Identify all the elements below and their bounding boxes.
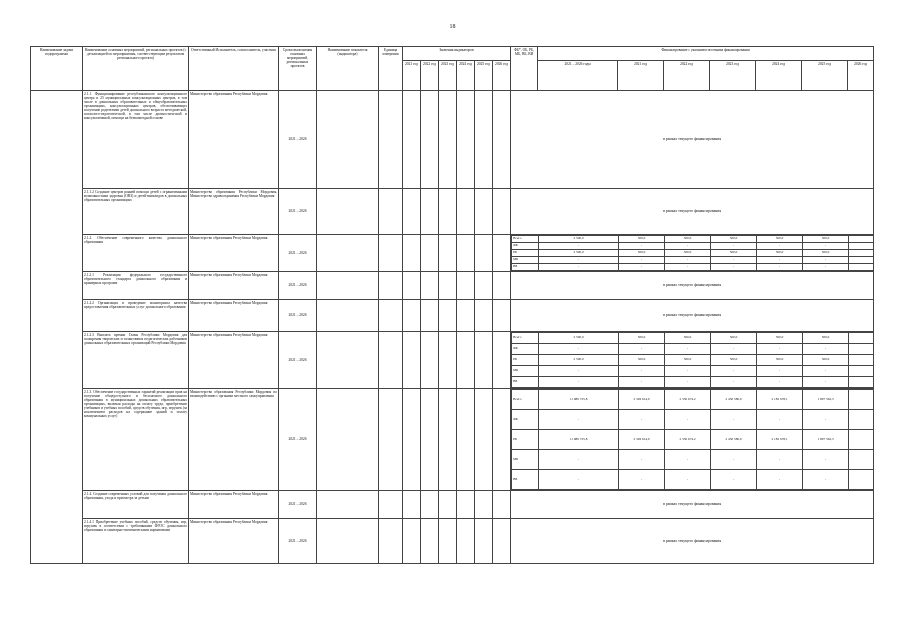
- header-value-year: 2022 год: [421, 61, 439, 91]
- value-cell: [403, 91, 421, 189]
- header-value-year: 2025 год: [475, 61, 493, 91]
- event-cell: 2.1.2. Обеспечение современного качества дошкольного образования: [83, 235, 189, 272]
- header-period: Сроки выполнения основных мероприятий, региональных проектов: [279, 47, 317, 91]
- finance-table: [511, 389, 874, 490]
- finance-note: в рамках текущего финансирования: [511, 272, 874, 300]
- value-cell: [475, 91, 493, 189]
- header-finance-year: 2021 год: [618, 61, 664, 91]
- responsible-cell: Министерство образования Республики Мордовия по взаимодействию с органами местного самоуправления: [189, 389, 279, 491]
- event-cell: 2.1.2.1 Реализация федерального государственного образовательного стандарта дошкольного образования и примерных программ: [83, 272, 189, 300]
- header-value-year: 2024 год: [457, 61, 475, 91]
- header-finance-year: 2026 год: [848, 61, 874, 91]
- page-number: 18: [449, 24, 456, 30]
- responsible-cell: Министерство образования Республики Мордовия: [189, 491, 279, 519]
- finance-row: ФБ - - - - - -: [512, 243, 874, 250]
- responsible-cell: Министерство образования Республики Мордовия: [189, 332, 279, 389]
- finance-row: Всего 2 500,0 500,0 500,0 500,0 500,0 500,0: [512, 333, 874, 344]
- header-indicator: Наименование показателя (индикатора): [317, 47, 379, 91]
- header-finance-year: 2023 год: [710, 61, 756, 91]
- finance-table-cell: [511, 332, 874, 389]
- event-cell: 2.1.4.1 Приобретение учебных пособий, средств обучения, игр, игрушек в соответствии с требованиями ФГОС дошкольного образования и санитарно-гигиеническими нормативами: [83, 519, 189, 564]
- finance-note: в рамках текущего финансирования: [511, 491, 874, 519]
- finance-row: ФБ - - - - - -: [512, 410, 874, 430]
- responsible-cell: Министерство образования Республики Мордовия: [189, 272, 279, 300]
- responsible-cell: Министерство образования Республики Мордовия: [189, 519, 279, 564]
- finance-row: ВБ - - - - - -: [512, 470, 874, 490]
- period-cell: 2021 – 2026: [279, 491, 317, 519]
- finance-row: ВБ - - - - - -: [512, 264, 874, 271]
- header-finance-group: Финансирование с указанием источника финансирования: [538, 47, 874, 61]
- finance-note: в рамках текущего финансирования: [511, 519, 874, 564]
- finance-row: Всего 11 680 725,8 2 349 614,0 2 330 674,2 2 430 580,9 2 182 978,1 1 897 592,3: [512, 390, 874, 410]
- finance-note: в рамках текущего финансирования: [511, 300, 874, 332]
- indicator-cell: [317, 91, 379, 189]
- finance-note: в рамках текущего финансирования: [511, 91, 874, 189]
- header-responsible: Ответственный Исполнитель, соисполнитель, участник: [189, 47, 279, 91]
- header-event: Наименование основных мероприятий, региональных проектов (с детализацией по мероприятиям, соответствующим результатам регионального проекта): [83, 47, 189, 91]
- finance-table: [511, 235, 874, 271]
- header-value-year: 2021 год: [403, 61, 421, 91]
- event-cell: 2.1.3. Обеспечение государственных гарантий реализации прав на получение общедоступного и бесплатного дошкольного образования в муниципальных дошкольных образовательных организациях, включая расходы на оплату труда, приобретение учебников и учебных пособий, средств обучения, игр, игрушек (за исключением расходов на содержание зданий и оплату коммунальных услуг): [83, 389, 189, 491]
- period-cell: 2021 – 2026: [279, 272, 317, 300]
- period-cell: 2021 – 2026: [279, 519, 317, 564]
- event-cell: 2.1.2.2 Организация и проведение мониторинга качества предоставления образовательных услуг дошкольного образования: [83, 300, 189, 332]
- finance-row: РБ 11 680 725,8 2 349 614,0 2 330 674,2 2 430 580,9 2 182 978,1 1 897 592,3: [512, 430, 874, 450]
- period-cell: 2021 – 2026: [279, 91, 317, 189]
- header-finance-year: 2022 год: [664, 61, 710, 91]
- value-cell: [493, 91, 511, 189]
- finance-table-cell: [511, 235, 874, 272]
- indicator-cell: [317, 189, 379, 235]
- finance-row: МБ - - - - - -: [512, 257, 874, 264]
- responsible-cell: Министерство образования Республики Мордовия: [189, 300, 279, 332]
- value-cell: [439, 91, 457, 189]
- task-cell: [31, 91, 83, 564]
- header-finance-year: 2024 год: [756, 61, 802, 91]
- header-finance-year: 2021 – 2026 годы: [538, 61, 618, 91]
- responsible-cell: Министерство образования Республики Мордовия: [189, 91, 279, 189]
- event-cell: 2.1.4. Создание современных условий для получения дошкольного образования, ухода и присмотра за детьми: [83, 491, 189, 519]
- period-cell: 2021 – 2026: [279, 300, 317, 332]
- period-cell: 2021 – 2026: [279, 389, 317, 491]
- unit-cell: [379, 91, 403, 189]
- header-values-group: Значения индикаторов: [403, 47, 511, 61]
- finance-row: МБ - - - - - -: [512, 450, 874, 470]
- header-budget-class: ФБ*, ОБ, РБ, МБ, ВБ, ВИ: [511, 47, 538, 91]
- finance-row: ВБ - - - - - -: [512, 377, 874, 388]
- period-cell: 2021 – 2026: [279, 189, 317, 235]
- event-cell: 2.1.1. Функционирование республиканского консультационного центра и 23 муниципальных консультационных центров, в том числе в дошкольных образовательных и общеобразовательных организациях, консультационных центров, обеспечивающих получение родителями детей дошкольного возраста методической, психолого-педагогической, в том числе диагностической и консультативной, помощи на безвозмездной основе: [83, 91, 189, 189]
- finance-row: РБ 2 500,0 500,0 500,0 500,0 500,0 500,0: [512, 355, 874, 366]
- finance-row: РБ 2 500,0 500,0 500,0 500,0 500,0 500,0: [512, 250, 874, 257]
- unit-cell: [379, 189, 403, 235]
- value-cell: [421, 91, 439, 189]
- event-cell: 2.1.1.2 Создание центров ранней помощи детей с ограниченными возможностями здоровья (ОВЗ) и детей-инвалидов в дошкольных образовательных организациях: [83, 189, 189, 235]
- responsible-cell: Министерство образования Республики Мордовия, Министерство здравоохранения Республики Мордовия: [189, 189, 279, 235]
- header-finance-year: 2025 год: [802, 61, 848, 91]
- event-cell: 2.1.2.3 Выплата премии Главы Республики Мордовия для поощрения творческих и талантливых педагогических работников дошкольных образовательных организаций Республики Мордовия: [83, 332, 189, 389]
- header-task: Наименование задачи подпрограммы: [31, 47, 83, 91]
- finance-row: ФБ - - - - - -: [512, 344, 874, 355]
- value-cell: [457, 91, 475, 189]
- period-cell: 2021 – 2026: [279, 332, 317, 389]
- finance-note: в рамках текущего финансирования: [511, 189, 874, 235]
- finance-row: МБ - - - - - -: [512, 366, 874, 377]
- header-value-year: 2026 год: [493, 61, 511, 91]
- program-table: [30, 46, 874, 564]
- finance-row: Всего 2 500,0 500,0 500,0 500,0 500,0 500,0: [512, 236, 874, 243]
- finance-table-cell: [511, 389, 874, 491]
- finance-table: [511, 332, 874, 388]
- responsible-cell: Министерство образования Республики Мордовия: [189, 235, 279, 272]
- period-cell: 2021 – 2026: [279, 235, 317, 272]
- header-unit: Единица измерения: [379, 47, 403, 91]
- header-value-year: 2023 год: [439, 61, 457, 91]
